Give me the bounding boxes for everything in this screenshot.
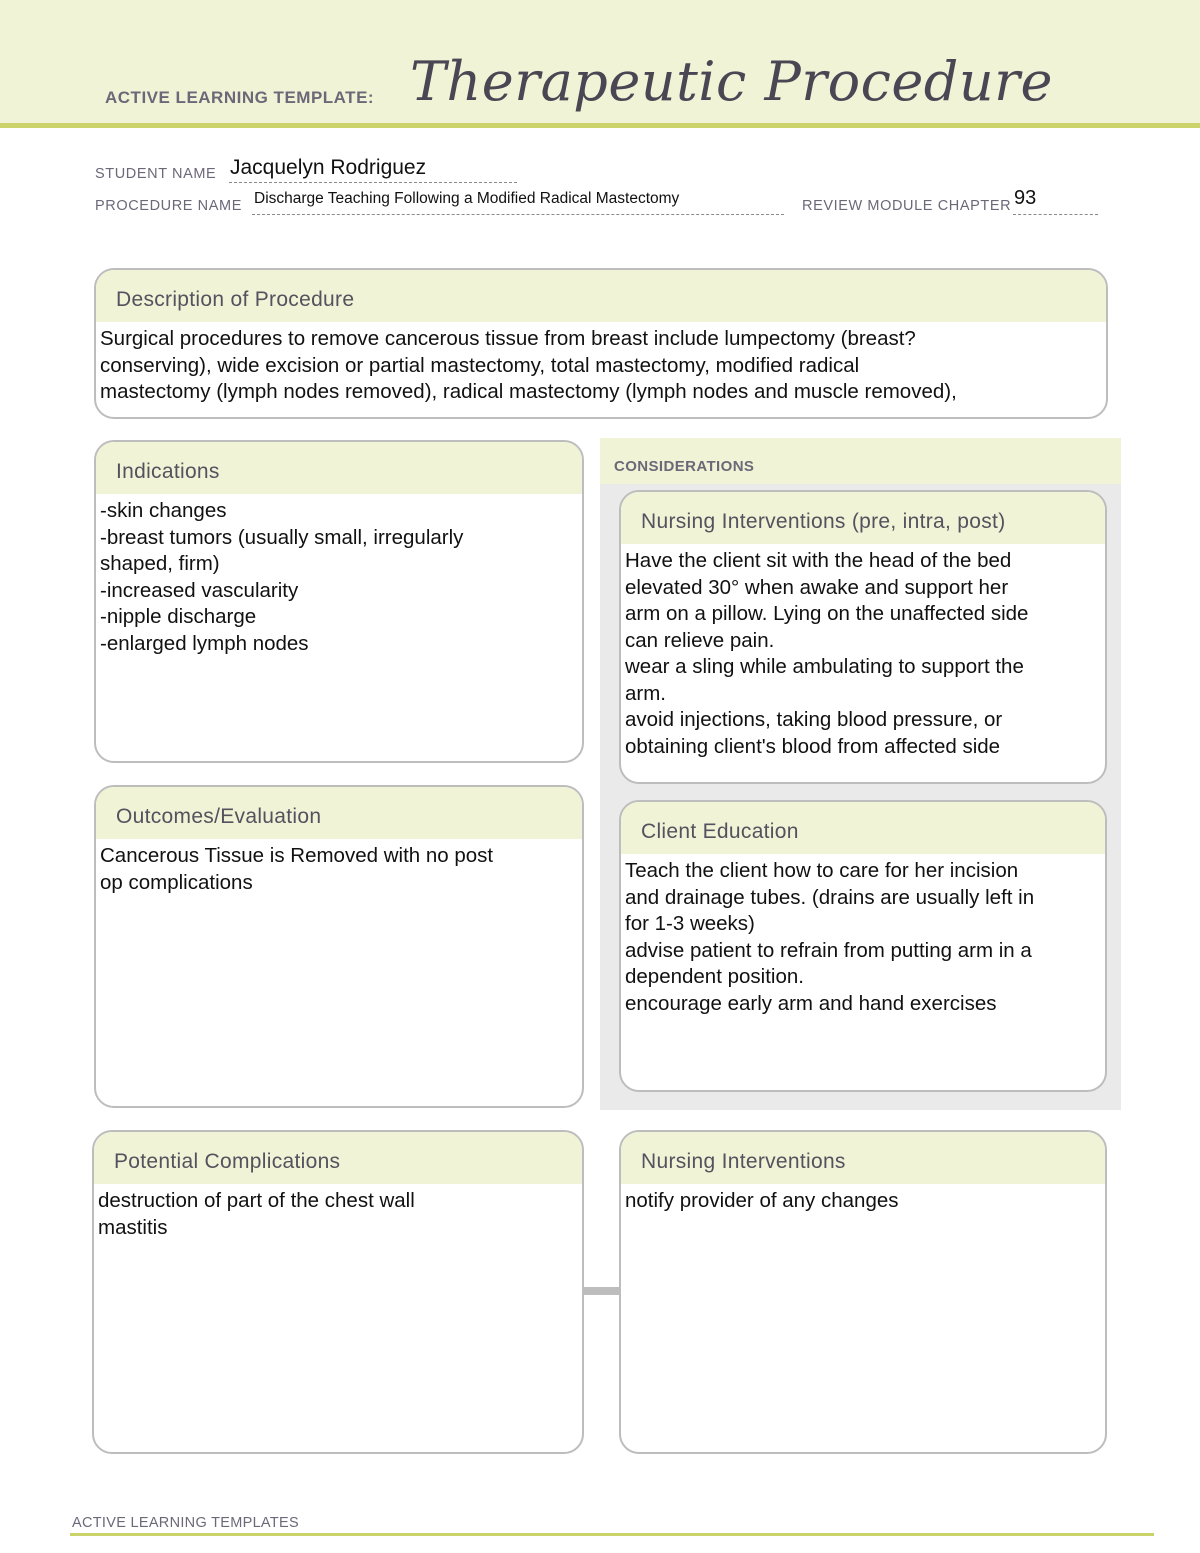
nursing-interventions-pip-line: avoid injections, taking blood pressure, or xyxy=(625,708,1003,731)
nursing-interventions-body[interactable] xyxy=(621,1184,1105,1215)
client-education-body[interactable] xyxy=(621,854,1105,1017)
potential-complications-heading: Potential Complications xyxy=(94,1132,582,1184)
student-name-underline xyxy=(229,182,517,183)
indications-line: -skin changes xyxy=(100,499,227,522)
header-divider xyxy=(0,123,1200,128)
procedure-name-underline xyxy=(252,214,784,215)
nursing-interventions-pip-box xyxy=(619,490,1107,784)
nursing-interventions-pip-line: arm on a pillow. Lying on the unaffected side xyxy=(625,602,1029,625)
nursing-interventions-heading: Nursing Interventions xyxy=(621,1132,1105,1184)
client-education-line: encourage early arm and hand exercises xyxy=(625,991,997,1015)
footer-divider xyxy=(70,1533,1154,1536)
nursing-interventions-pip-line: can relieve pain. xyxy=(625,628,775,652)
template-label: ACTIVE LEARNING TEMPLATE: xyxy=(105,88,375,107)
footer-label: ACTIVE LEARNING TEMPLATES xyxy=(72,1515,299,1531)
outcomes-body[interactable] xyxy=(96,839,582,896)
nursing-interventions-pip-line: obtaining client's blood from affected side xyxy=(625,734,1001,758)
indications-box xyxy=(94,440,584,763)
student-name-label: STUDENT NAME xyxy=(95,166,217,182)
outcomes-box xyxy=(94,785,584,1108)
nursing-interventions-pip-line: arm. xyxy=(625,681,666,705)
description-line: Surgical procedures to remove cancerous tissue from breast include lumpectomy (breast? xyxy=(100,327,916,350)
student-name-field[interactable]: Jacquelyn Rodriguez xyxy=(230,156,427,179)
client-education-line: dependent position. xyxy=(625,965,804,988)
indications-line: shaped, firm) xyxy=(100,552,220,575)
review-module-label: REVIEW MODULE CHAPTER xyxy=(802,198,1012,214)
outcomes-line: op complications xyxy=(100,870,253,894)
client-education-line: and drainage tubes. (drains are usually left in xyxy=(625,885,1035,909)
indications-line: -increased vascularity xyxy=(100,578,299,602)
client-education-line: Teach the client how to care for her incision xyxy=(625,859,1019,882)
procedure-name-label: PROCEDURE NAME xyxy=(95,198,242,214)
description-heading: Description of Procedure xyxy=(96,270,1106,322)
review-module-field[interactable]: 93 xyxy=(1014,187,1037,209)
potential-complications-body[interactable] xyxy=(94,1184,582,1241)
procedure-name-field[interactable]: Discharge Teaching Following a Modified Radical Mastectomy xyxy=(254,190,680,207)
client-education-heading: Client Education xyxy=(621,802,1105,854)
nursing-interventions-box xyxy=(619,1130,1107,1454)
considerations-label: CONSIDERATIONS xyxy=(614,458,755,475)
indications-line: -nipple discharge xyxy=(100,605,257,628)
box-connector xyxy=(583,1287,621,1295)
client-education-line: for 1-3 weeks) xyxy=(625,912,755,935)
nursing-interventions-pip-line: elevated 30° when awake and support her xyxy=(625,575,1009,599)
client-education-box xyxy=(619,800,1107,1092)
potential-complications-box xyxy=(92,1130,584,1454)
indications-line: -breast tumors (usually small, irregularly xyxy=(100,525,464,549)
potential-complications-line: mastitis xyxy=(98,1215,168,1239)
description-line: conserving), wide excision or partial mastectomy, total mastectomy, modified radical xyxy=(100,353,860,377)
nursing-interventions-pip-body[interactable] xyxy=(621,544,1105,760)
client-education-line: advise patient to refrain from putting arm in a xyxy=(625,938,1032,962)
outcomes-line: Cancerous Tissue is Removed with no post xyxy=(100,844,494,867)
indications-body[interactable] xyxy=(96,494,582,657)
page-title: Therapeutic Procedure xyxy=(410,50,1053,113)
nursing-interventions-pip-line: wear a sling while ambulating to support the xyxy=(625,655,1024,678)
description-body[interactable] xyxy=(96,322,1106,406)
description-line: mastectomy (lymph nodes removed), radical mastectomy (lymph nodes and muscle removed), xyxy=(100,380,957,403)
potential-complications-line: destruction of part of the chest wall xyxy=(98,1189,415,1212)
description-box xyxy=(94,268,1108,419)
nursing-interventions-pip-line: Have the client sit with the head of the bed xyxy=(625,549,1012,572)
nursing-interventions-line: notify provider of any changes xyxy=(625,1189,899,1212)
indications-line: -enlarged lymph nodes xyxy=(100,631,309,655)
nursing-interventions-pip-heading: Nursing Interventions (pre, intra, post) xyxy=(621,492,1105,544)
indications-heading: Indications xyxy=(96,442,582,494)
outcomes-heading: Outcomes/Evaluation xyxy=(96,787,582,839)
review-module-underline xyxy=(1013,214,1098,215)
